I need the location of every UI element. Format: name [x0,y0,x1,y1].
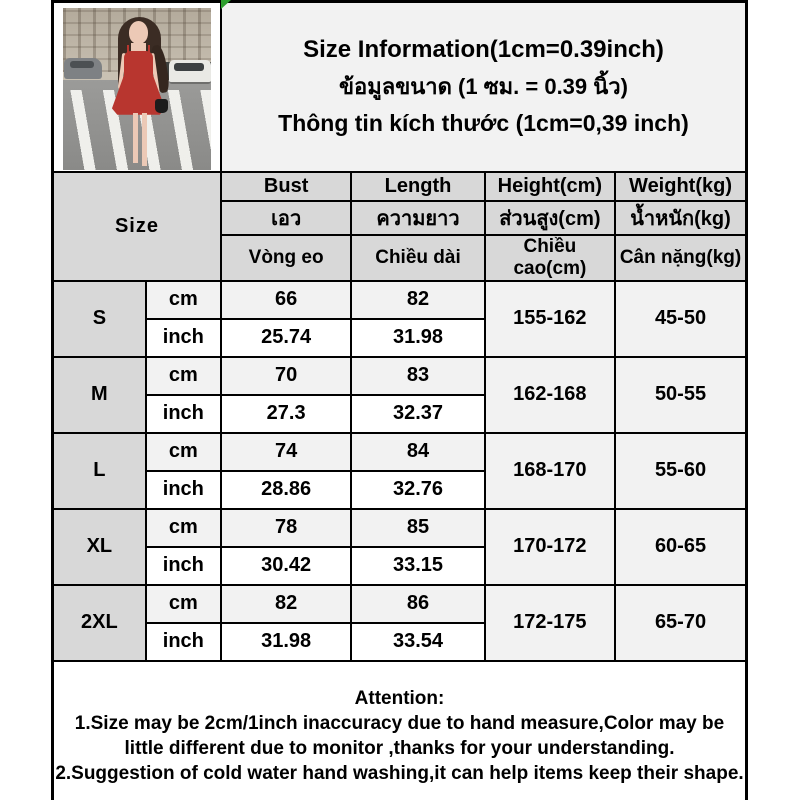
unit-label: cm [146,585,221,623]
title-thai: ข้อมูลขนาด (1 ซม. = 0.39 นิ้ว) [338,74,628,100]
col-header-weight-vi: Cân nặng(kg) [615,235,746,281]
bust-cm-value: 74 [221,433,351,471]
unit-label: inch [146,395,221,433]
product-photo-cell [53,2,221,172]
col-header-weight-th: น้ำหนัก(kg) [615,201,746,235]
size-label: S [53,281,146,357]
table-row-s-cm [53,281,747,319]
attention-heading: Attention: [354,687,445,709]
size-table [51,0,748,800]
model-head [129,21,148,44]
unit-label: inch [146,471,221,509]
col-header-height-th: ส่วนสูง(cm) [485,201,615,235]
size-label: 2XL [53,585,146,661]
unit-label: inch [146,319,221,357]
col-header-height-vi: Chiều cao(cm) [485,235,615,281]
size-label: L [53,433,146,509]
bust-inch-value: 27.3 [221,395,351,433]
unit-label: cm [146,281,221,319]
unit-label: inch [146,623,221,661]
bust-inch-value: 25.74 [221,319,351,357]
table-row-xl-cm [53,509,747,547]
col-header-length-th: ความยาว [351,201,484,235]
col-header-length-vi: Chiều dài [351,235,484,281]
unit-label: cm [146,509,221,547]
col-header-bust-vi: Vòng eo [221,235,351,281]
unit-label: cm [146,433,221,471]
title-row [53,2,747,172]
height-value: 168-170 [485,433,615,509]
black-handbag [155,99,168,113]
length-inch-value: 31.98 [351,319,484,357]
height-value: 172-175 [485,585,615,661]
dress-bodice [124,51,153,77]
size-label: XL [53,509,146,585]
attention-note [53,661,747,800]
height-value: 155-162 [485,281,615,357]
table-row-2xl-cm [53,585,747,623]
bust-cm-value: 66 [221,281,351,319]
size-information-title [221,2,747,172]
height-value: 162-168 [485,357,615,433]
col-header-height-en: Height(cm) [485,172,615,201]
table-row-m-cm [53,357,747,395]
weight-value: 60-65 [615,509,746,585]
length-cm-value: 86 [351,585,484,623]
length-inch-value: 33.54 [351,623,484,661]
attention-line-2: 2.Suggestion of cold water hand washing,it can help items keep their shape. [55,762,744,784]
bust-inch-value: 31.98 [221,623,351,661]
bust-cm-value: 70 [221,357,351,395]
length-inch-value: 32.76 [351,471,484,509]
unit-label: inch [146,547,221,585]
model-leg [133,113,138,163]
weight-value: 55-60 [615,433,746,509]
weight-value: 65-70 [615,585,746,661]
product-photo [63,8,211,170]
bust-cm-value: 82 [221,585,351,623]
length-cm-value: 83 [351,357,484,395]
title-english: Size Information(1cm=0.39inch) [303,36,664,64]
weight-value: 50-55 [615,357,746,433]
table-row-l-cm [53,433,747,471]
unit-label: cm [146,357,221,395]
length-cm-value: 85 [351,509,484,547]
attention-line-1: 1.Size may be 2cm/1inch inaccuracy due to hand measure,Color may be little different due to monitor ,thanks for your understanding. [74,712,725,759]
header-row-en [53,172,747,201]
size-column-header: Size [53,172,221,281]
bust-cm-value: 78 [221,509,351,547]
col-header-weight-en: Weight(kg) [615,172,746,201]
length-cm-value: 82 [351,281,484,319]
col-header-length-en: Length [351,172,484,201]
photo-car-right [169,60,211,84]
bust-inch-value: 30.42 [221,547,351,585]
col-header-bust-en: Bust [221,172,351,201]
size-label: M [53,357,146,433]
length-inch-value: 32.37 [351,395,484,433]
col-header-bust-th: เอว [221,201,351,235]
model-leg [142,113,147,166]
length-cm-value: 84 [351,433,484,471]
photo-car-left [64,58,102,79]
attention-row [53,661,747,800]
title-vietnamese: Thông tin kích thước (1cm=0,39 inch) [278,110,689,137]
bust-inch-value: 28.86 [221,471,351,509]
height-value: 170-172 [485,509,615,585]
length-inch-value: 33.15 [351,547,484,585]
weight-value: 45-50 [615,281,746,357]
